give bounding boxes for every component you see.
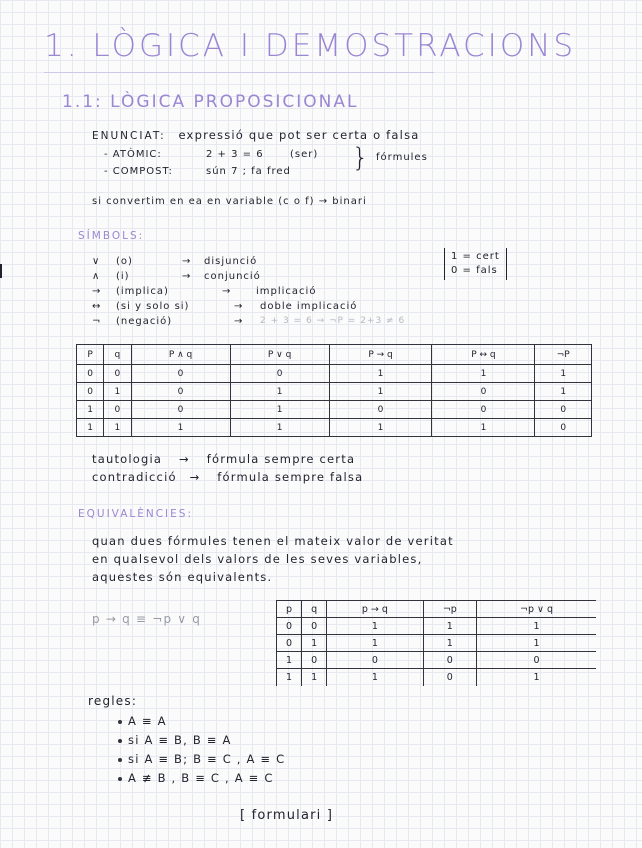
truth-header-cell: P → q [329, 345, 432, 365]
title-underline [44, 72, 434, 73]
equiv-header-cell: ¬p [423, 601, 476, 618]
equiv-cell: 1 [477, 618, 596, 635]
truth-cell: 0 [77, 383, 104, 401]
table-row [77, 365, 592, 383]
table-row [77, 419, 592, 437]
table-row [77, 401, 592, 419]
brace-symbol: } [352, 143, 369, 173]
matrix-fals: 0 = fals [451, 265, 498, 276]
atomic-note: (ser) [290, 149, 319, 160]
truth-cell: 1 [104, 419, 131, 437]
table-row [77, 383, 592, 401]
truth-cell: 1 [329, 365, 432, 383]
symbol-row-iff: ↔ (si y solo si) → doble implicació [92, 301, 358, 312]
truth-header-cell: P [77, 345, 104, 365]
truth-cell: 0 [131, 365, 230, 383]
equiv-cell: 0 [302, 652, 327, 669]
page-title: 1. LÒGICA I DEMOSTRACIONS [44, 28, 577, 64]
truth-cell: 1 [432, 419, 535, 437]
truth-cell: 0 [104, 365, 131, 383]
truth-header-cell: P ∧ q [131, 345, 230, 365]
truth-header-cell: P ∨ q [230, 345, 329, 365]
section-title: 1.1: LÒGICA PROPOSICIONAL [62, 92, 359, 112]
equivalencies-text-3: aquestes són equivalents. [92, 570, 273, 584]
rule-item: si A ≡ B; B ≡ C , A ≡ C [118, 752, 285, 766]
truth-cell: 1 [535, 383, 592, 401]
equiv-header-cell: p → q [327, 601, 423, 618]
formules-label: fórmules [376, 152, 428, 163]
enunciat-definition: ENUNCIAT: expressió que pot ser certa o falsa [92, 128, 420, 142]
truth-table-header [77, 345, 592, 365]
tautologia-line: tautologia → fórmula sempre certa [92, 452, 356, 466]
equivalencies-text-1: quan dues fórmules tenen el mateix valor de veritat [92, 534, 454, 548]
atomic-example: 2 + 3 = 6 [206, 149, 264, 160]
table-row [277, 669, 597, 686]
symbol-row-or: ∨ (o) → disjunció [92, 256, 258, 267]
symbol-row-not: ¬ (negació) → 2 + 3 = 6 → ¬P = 2+3 ≠ 6 [92, 316, 406, 327]
truth-header-cell: q [104, 345, 131, 365]
truth-cell: 1 [230, 383, 329, 401]
equiv-cell: 1 [423, 618, 476, 635]
equiv-cell: 1 [327, 635, 423, 652]
truth-cell: 1 [329, 383, 432, 401]
rule-item: A ≡ A [118, 714, 167, 728]
margin-mark [0, 264, 2, 278]
equiv-cell: 0 [327, 652, 423, 669]
equiv-header-cell: q [302, 601, 327, 618]
truth-cell: 0 [535, 401, 592, 419]
symbol-row-and: ∧ (i) → conjunció [92, 271, 261, 282]
equiv-cell: 0 [423, 652, 476, 669]
truth-cell: 0 [77, 365, 104, 383]
atomic-label: - ATÒMIC: [104, 149, 162, 160]
formulari-label: [ formulari ] [240, 808, 334, 823]
symbol-row-implies: → (implica) → implicació [92, 286, 317, 297]
truth-cell: 1 [77, 401, 104, 419]
binari-note: si convertim en ea en variable (c o f) → binari [92, 196, 367, 207]
compost-example: sún 7 ; fa fred [206, 166, 291, 177]
equiv-cell: 1 [327, 618, 423, 635]
truth-cell: 1 [230, 419, 329, 437]
equiv-cell: 1 [277, 669, 302, 686]
equivalence-example: p → q ≡ ¬p ∨ q [92, 612, 202, 626]
truth-cell: 1 [432, 365, 535, 383]
truth-cell: 0 [104, 401, 131, 419]
truth-cell: 1 [230, 401, 329, 419]
equiv-cell: 0 [302, 618, 327, 635]
truth-table [76, 344, 592, 437]
truth-cell: 0 [432, 383, 535, 401]
equiv-cell: 0 [277, 618, 302, 635]
equiv-cell: 0 [423, 669, 476, 686]
simbols-heading: SÍMBOLS: [78, 230, 145, 242]
equiv-cell: 1 [423, 635, 476, 652]
truth-header-cell: ¬P [535, 345, 592, 365]
table-row [277, 618, 597, 635]
equiv-header-cell: p [277, 601, 302, 618]
truth-cell: 0 [131, 401, 230, 419]
equivalence-table [276, 600, 596, 686]
regles-heading: regles: [88, 694, 138, 708]
equiv-cell: 1 [302, 635, 327, 652]
truth-cell: 1 [329, 419, 432, 437]
truth-cell: 0 [230, 365, 329, 383]
truth-cell: 1 [77, 419, 104, 437]
equiv-cell: 0 [477, 652, 596, 669]
truth-cell: 0 [432, 401, 535, 419]
compost-label: - COMPOST: [104, 166, 173, 177]
matrix-cert: 1 = cert [451, 251, 500, 262]
equivalence-table-header [277, 601, 597, 618]
truth-cell: 1 [104, 383, 131, 401]
equivalencies-text-2: en qualsevol dels valors de les seves variables, [92, 552, 423, 566]
equiv-cell: 1 [477, 669, 596, 686]
equiv-cell: 0 [277, 635, 302, 652]
truth-cell: 0 [535, 419, 592, 437]
value-matrix [444, 248, 507, 280]
contradiccio-line: contradicció → fórmula sempre falsa [92, 470, 364, 484]
truth-cell: 0 [131, 383, 230, 401]
truth-header-cell: P ↔ q [432, 345, 535, 365]
equiv-cell: 1 [277, 652, 302, 669]
equiv-cell: 1 [327, 669, 423, 686]
table-row [277, 635, 597, 652]
symbols-list [92, 256, 432, 331]
rule-item: si A ≡ B, B ≡ A [118, 733, 232, 747]
equivalencies-heading: EQUIVALÈNCIES: [78, 508, 193, 520]
equiv-cell: 1 [477, 635, 596, 652]
truth-cell: 0 [329, 401, 432, 419]
truth-cell: 1 [535, 365, 592, 383]
table-row [277, 652, 597, 669]
equiv-header-cell: ¬p ∨ q [477, 601, 596, 618]
rule-item: A ≢ B , B ≡ C , A ≡ C [118, 771, 274, 785]
truth-cell: 1 [131, 419, 230, 437]
equiv-cell: 1 [302, 669, 327, 686]
